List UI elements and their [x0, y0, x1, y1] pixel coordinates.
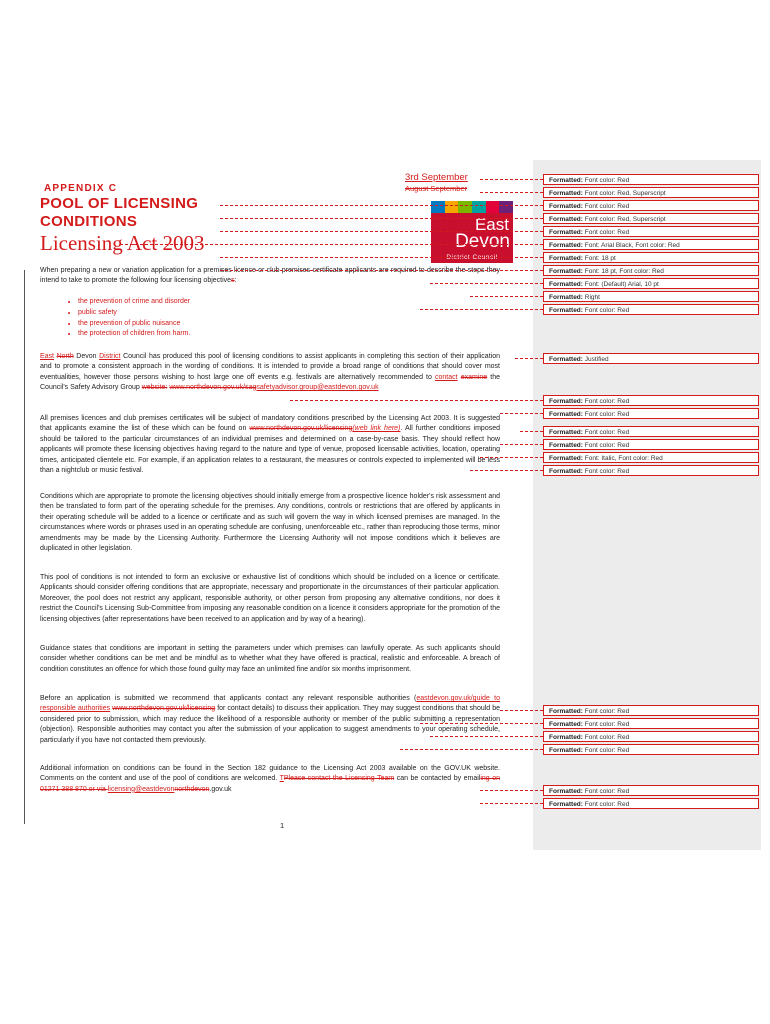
comment-text: Font color: Red, Superscript: [584, 216, 666, 223]
formatting-comment[interactable]: [543, 439, 759, 450]
comment-label: Formatted:: [549, 203, 585, 210]
safety-advisory-email-link[interactable]: safetyadvisor.group@eastdevon.gov.uk: [256, 384, 379, 392]
comment-leader-line: [480, 192, 543, 193]
comment-text: Font color: Red: [584, 177, 630, 184]
comment-label: Formatted:: [549, 801, 585, 808]
comment-label: Formatted:: [549, 216, 585, 223]
comment-text: Font color: Red: [584, 801, 630, 808]
formatting-comment[interactable]: [543, 291, 759, 302]
comment-text: Font: Arial Black, Font color: Red: [584, 242, 680, 249]
comment-label: Formatted:: [549, 747, 585, 754]
list-item: • public safety: [78, 308, 190, 319]
formatting-comment[interactable]: [543, 187, 759, 198]
comment-text: Font color: Red: [584, 788, 630, 795]
comment-leader-line: [120, 244, 543, 245]
formatting-comment[interactable]: [543, 408, 759, 419]
responsible-authorities-link[interactable]: eastdevon.gov.uk/guide to responsible authorities: [40, 695, 500, 713]
formatting-comment[interactable]: [543, 252, 759, 263]
date-inserted: 3rd September: [405, 172, 468, 183]
formatting-comment[interactable]: [543, 265, 759, 276]
comment-label: Formatted:: [549, 411, 585, 418]
logo-text-council: District Council: [446, 254, 498, 261]
comment-label: Formatted:: [549, 398, 585, 405]
comment-label: Formatted:: [549, 708, 585, 715]
east-devon-logo: [431, 201, 513, 263]
intro-paragraph: When preparing a new or variation application for a premises licence or club premises certificate applicants are required to describe the steps they intend to take to promote the following four licensing objectives:: [40, 267, 500, 285]
comment-label: Formatted:: [549, 255, 585, 262]
comment-leader-line: [220, 257, 543, 258]
comment-text: Font color: Red: [584, 411, 630, 418]
comment-leader-line: [470, 296, 543, 297]
comment-text: Font color: Red: [584, 468, 630, 475]
comment-leader-line: [480, 803, 543, 804]
comment-leader-line: [480, 179, 543, 180]
document-subtitle: Licensing Act 2003: [40, 231, 205, 255]
change-bar: [24, 270, 25, 824]
formatting-comment[interactable]: [543, 239, 759, 250]
comment-text: Font color: Red: [584, 307, 630, 314]
comment-text: Font: (Default) Arial, 10 pt: [584, 281, 659, 288]
formatting-comment[interactable]: [543, 174, 759, 185]
formatting-comment[interactable]: [543, 705, 759, 716]
comment-text: Right: [584, 294, 600, 301]
comment-leader-line: [470, 470, 543, 471]
formatting-comment[interactable]: [543, 798, 759, 809]
paragraph-not-exhaustive: This pool of conditions is not intended to form an exclusive or exhaustive list of conditions which should be included on a licence or certificate. Applicants should consider offering conditions that are appropriate, necessary and proportionate in the circumstances of their particular application. Moreover, the pool does not restrict any applicant, responsible authority, or other person from proposing any alternative conditions, nor does it restrict the Council's Licensing Sub-Committee from imposing any reasonable condition on a licence it considers appropriate for the promotion of the licensing objectives (after representations have been received to an application and by way of a hearing).: [40, 574, 500, 623]
formatting-comment[interactable]: [543, 731, 759, 742]
comment-text: Font color: Red: [584, 229, 630, 236]
comment-leader-line: [220, 270, 543, 271]
comment-leader-line: [400, 749, 543, 750]
comment-text: Font color: Red: [584, 442, 630, 449]
comment-text: Font color: Red: [584, 734, 630, 741]
comment-text: Font: Italic, Font color: Red: [584, 455, 663, 462]
comment-leader-line: [500, 710, 543, 711]
list-item: • the prevention of public nuisance: [78, 319, 190, 330]
web-link-placeholder[interactable]: (web link here): [352, 425, 401, 433]
comment-label: Formatted:: [549, 268, 585, 275]
comment-text: Font color: Red: [584, 708, 630, 715]
logo-stripe: [431, 201, 513, 213]
comment-label: Formatted:: [549, 294, 585, 301]
formatting-comment[interactable]: [543, 452, 759, 463]
comment-label: Formatted:: [549, 734, 585, 741]
comment-text: Font color: Red: [584, 203, 630, 210]
list-item: • the prevention of crime and disorder: [78, 297, 190, 308]
paragraph-risk-assessment: Conditions which are appropriate to promote the licensing objectives should initially emerge from a prospective licence holder's risk assessment and then be translated to form part of the operating schedule for the premises. Any conditions, controls or restrictions that are offered by applicants in their operating schedule will be added to a licence or certificate and as such will govern the way in which licensed premises are managed. In the circumstances where words or phrases used in an operating schedule are confusing, unenforceable etc., rather than reproducing those terms, minor amendments may be made by the Licensing Authority. Furthermore the Licensing Authority will not impose conditions which it believes are duplicated in other legislation.: [40, 493, 500, 553]
comment-text: Font color: Red: [584, 398, 630, 405]
comment-leader-line: [420, 309, 543, 310]
comment-text: Font color: Red: [584, 429, 630, 436]
comment-label: Formatted:: [549, 242, 585, 249]
formatting-comment[interactable]: [543, 200, 759, 211]
comment-text: Font: 18 pt: [584, 255, 616, 262]
paragraph-mandatory-conditions: All premises licences and club premises certificates will be subject of mandatory conditions prescribed by the Licensing Act 2003. It is suggested that applicants examine the list of these which can be found on www.northdevon.gov.uk/licensing(web link here). All further conditions imposed should be tailored to the particular circumstances of an individual premises and determined on a case-by-case basis. They should reflect how applicants will promote these licensing objectives having regard to the nature and type of venue, proposed licensable activities, location, operating times, anticipated clientele etc. For example, if an application relates to a restaurant, the measures or controls expected to implemented will be less than a nightclub or music festival.: [40, 415, 500, 475]
logo-text-east: East: [474, 215, 509, 234]
comment-label: Formatted:: [549, 281, 585, 288]
comment-text: Justified: [584, 356, 609, 363]
formatting-comment[interactable]: [543, 395, 759, 406]
comment-leader-line: [430, 283, 543, 284]
comment-text: Font color: Red, Superscript: [584, 190, 666, 197]
licensing-link-deleted[interactable]: www.northdevon.gov.uk/licensing: [249, 425, 353, 433]
comment-label: Formatted:: [549, 356, 585, 363]
formatting-comment[interactable]: [543, 213, 759, 224]
paragraph-responsible-authorities: Before an application is submitted we recommend that applicants contact any relevant responsible authorities (eastdevon.gov.uk/guide to responsible authorities www.northdevon.gov.uk/licensing for contact details) to discuss their application. They may suggest conditions that should be considered prior to submission, which may reduce the likelihood of a responsible authority or member of the public submitting a representation (objection). Responsible authorities may contact you after the submission of your application to suggest amendments to your operating schedule, particularly if you have not contacted them previously.: [40, 695, 500, 744]
licensing-email-link[interactable]: licensing@eastdevon: [107, 785, 175, 793]
comment-label: Formatted:: [549, 177, 585, 184]
formatting-comment[interactable]: [543, 744, 759, 755]
formatting-comment[interactable]: [543, 785, 759, 796]
comment-label: Formatted:: [549, 788, 585, 795]
formatting-comment[interactable]: [543, 718, 759, 729]
formatting-comment[interactable]: [543, 278, 759, 289]
objectives-list: [64, 297, 190, 340]
comment-text: Font: 18 pt, Font color: Red: [584, 268, 664, 275]
comment-label: Formatted:: [549, 455, 585, 462]
comment-label: Formatted:: [549, 468, 585, 475]
logo-text-devon: Devon: [455, 231, 510, 252]
formatting-comment[interactable]: [543, 226, 759, 237]
formatting-comment[interactable]: [543, 304, 759, 315]
comment-leader-line: [500, 444, 543, 445]
comment-text: Font color: Red: [584, 747, 630, 754]
document-title: POOL OF LICENSING CONDITIONS: [40, 195, 199, 230]
comment-text: Font color: Red: [584, 721, 630, 728]
formatting-comment[interactable]: [543, 426, 759, 437]
comment-leader-line: [515, 358, 543, 359]
comment-leader-line: [500, 413, 543, 414]
date-deleted: August September: [405, 184, 468, 193]
paragraph-guidance: Guidance states that conditions are important in setting the parameters under which premises can lawfully operate. As such applicants should consider whether conditions can be met and be mindful as to whether what they have offered is practical, realistic and enforceable. A breach of condition constitutes an offence for which those found guilty may face an unlimited fine and/or six months imprisonment.: [40, 645, 500, 673]
formatting-comment[interactable]: [543, 465, 759, 476]
comment-label: Formatted:: [549, 429, 585, 436]
comment-label: Formatted:: [549, 721, 585, 728]
comment-leader-line: [520, 431, 543, 432]
comment-label: Formatted:: [549, 442, 585, 449]
comment-leader-line: [480, 790, 543, 791]
page-number: 1: [280, 821, 285, 830]
appendix-label: APPENDIX C: [44, 183, 118, 194]
comment-leader-line: [220, 205, 543, 206]
comment-leader-line: [420, 723, 543, 724]
comment-leader-line: [480, 457, 543, 458]
comment-leader-line: [220, 218, 543, 219]
comment-label: Formatted:: [549, 190, 585, 197]
paragraph-pool-purpose: East North Devon District Council has produced this pool of licensing conditions to assist applicants in completing this section of their application and to promote a consistent approach in the wording of conditions. It is intended to provide a broad range of conditions that should cover most eventualities, however those persons wishing to host large one off events e.g. festivals are alternatively recommended to contact examine the Council's Safety Advisory Group website: www.northdevon.gov.uk/sagsafetyadvisor.group@eastdevon.gov.uk: [40, 353, 501, 392]
paragraph-additional-info: Additional information on conditions can be found in the Section 182 guidance to the Licensing Act 2003 available on the GOV.UK website. Comments on the content and use of the pool of conditions are welcomed. TPlease contact the Licensing Team can be contacted by emailing on 01271 388 870 or via licensing@eastdevonnorthdevon.gov.uk: [40, 765, 500, 793]
comment-leader-line: [220, 231, 543, 232]
formatting-comment[interactable]: [543, 353, 759, 364]
comment-label: Formatted:: [549, 307, 585, 314]
comment-leader-line: [290, 400, 543, 401]
list-item: • the protection of children from harm.: [78, 329, 190, 340]
comment-label: Formatted:: [549, 229, 585, 236]
comment-leader-line: [430, 736, 543, 737]
